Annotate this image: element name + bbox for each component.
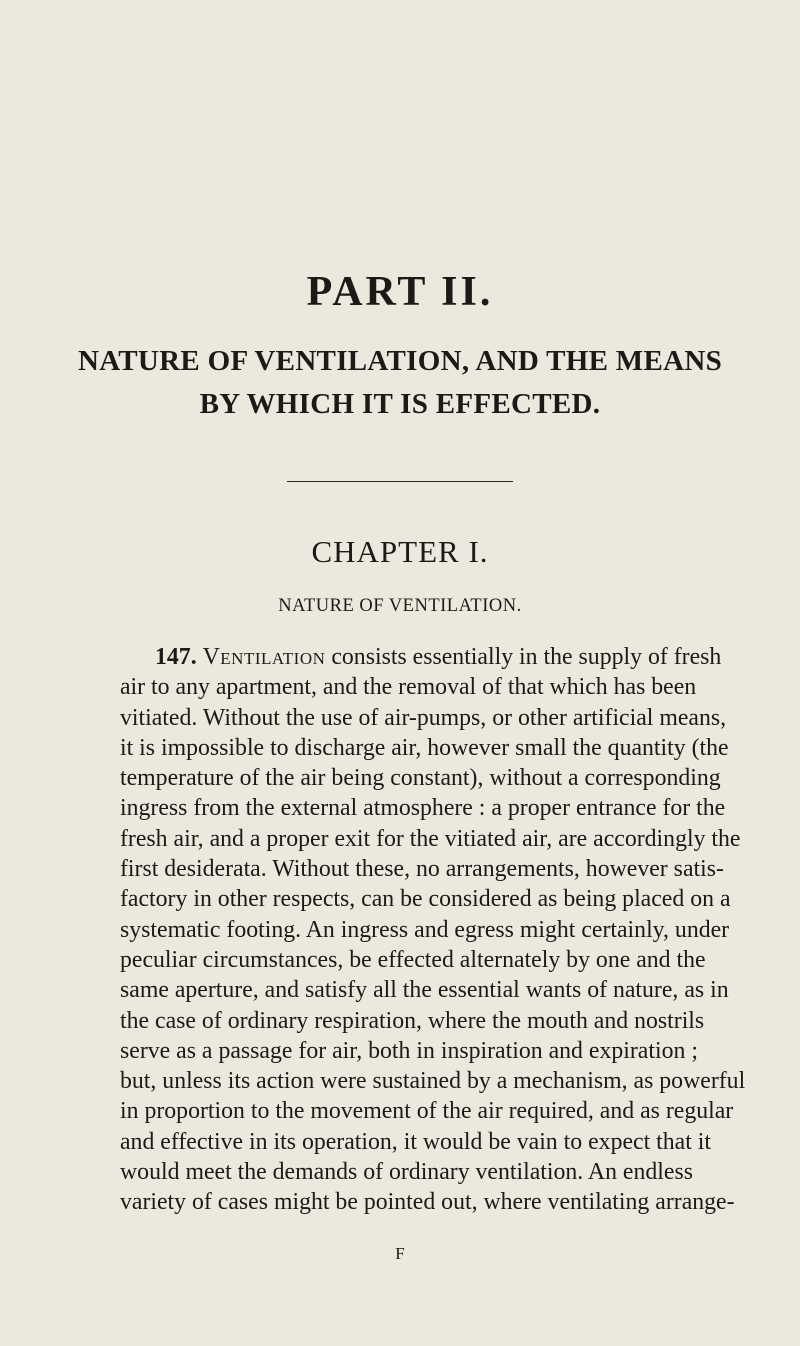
main-title [0,340,800,426]
paragraph-line: but, unless its action were sustained by a mechanism, as powerful [120,1068,746,1095]
section-title: NATURE OF VENTILATION. [278,596,522,616]
paragraph-line: temperature of the air being constant), without a corresponding [120,765,721,792]
paragraph-line: first desiderata. Without these, no arrangements, however satis- [120,856,724,883]
title-divider [287,481,513,482]
paragraph-line: fresh air, and a proper exit for the vitiated air, are accordingly the [120,825,741,852]
paragraph-line: ingress from the external atmosphere : a proper entrance for the [120,795,726,822]
main-title-line-2: BY WHICH IT IS EFFECTED. [199,388,601,420]
signature-mark: F [395,1244,405,1263]
paragraph-line: vitiated. Without the use of air-pumps, or other artificial means, [120,704,727,731]
paragraph-line-text: consists essentially in the supply of fresh [325,644,722,670]
paragraph-line: factory in other respects, can be considered as being placed on a [120,886,731,913]
main-title-line-1: NATURE OF VENTILATION, AND THE MEANS [77,345,723,377]
paragraph-number: 147. [155,644,197,670]
paragraph-line: variety of cases might be pointed out, where ventilating arrange- [120,1189,735,1216]
paragraph-line: and effective in its operation, it would be vain to expect that it [120,1128,712,1155]
paragraph-line: peculiar circumstances, be effected alternately by one and the [120,946,706,973]
paragraph-line: systematic footing. An ingress and egress might certainly, under [120,916,730,943]
paragraph-line: same aperture, and satisfy all the essential wants of nature, as in [120,977,729,1004]
paragraph-lead-word: Ventilation [202,644,326,670]
chapter-title: CHAPTER I. [311,534,489,569]
paragraph-line: it is impossible to discharge air, however small the quantity (the [120,734,729,761]
paragraph-147 [120,642,746,1218]
paragraph-line: serve as a passage for air, both in inspiration and expiration ; [120,1037,698,1064]
paragraph-line [120,642,722,672]
paragraph-line: the case of ordinary respiration, where the mouth and nostrils [120,1007,705,1034]
paragraph-line: in proportion to the movement of the air required, and as regular [120,1098,734,1125]
paragraph-line: air to any apartment, and the removal of that which has been [120,674,697,701]
part-title: PART II. [306,269,494,315]
paragraph-line: would meet the demands of ordinary ventilation. An endless [120,1159,693,1186]
